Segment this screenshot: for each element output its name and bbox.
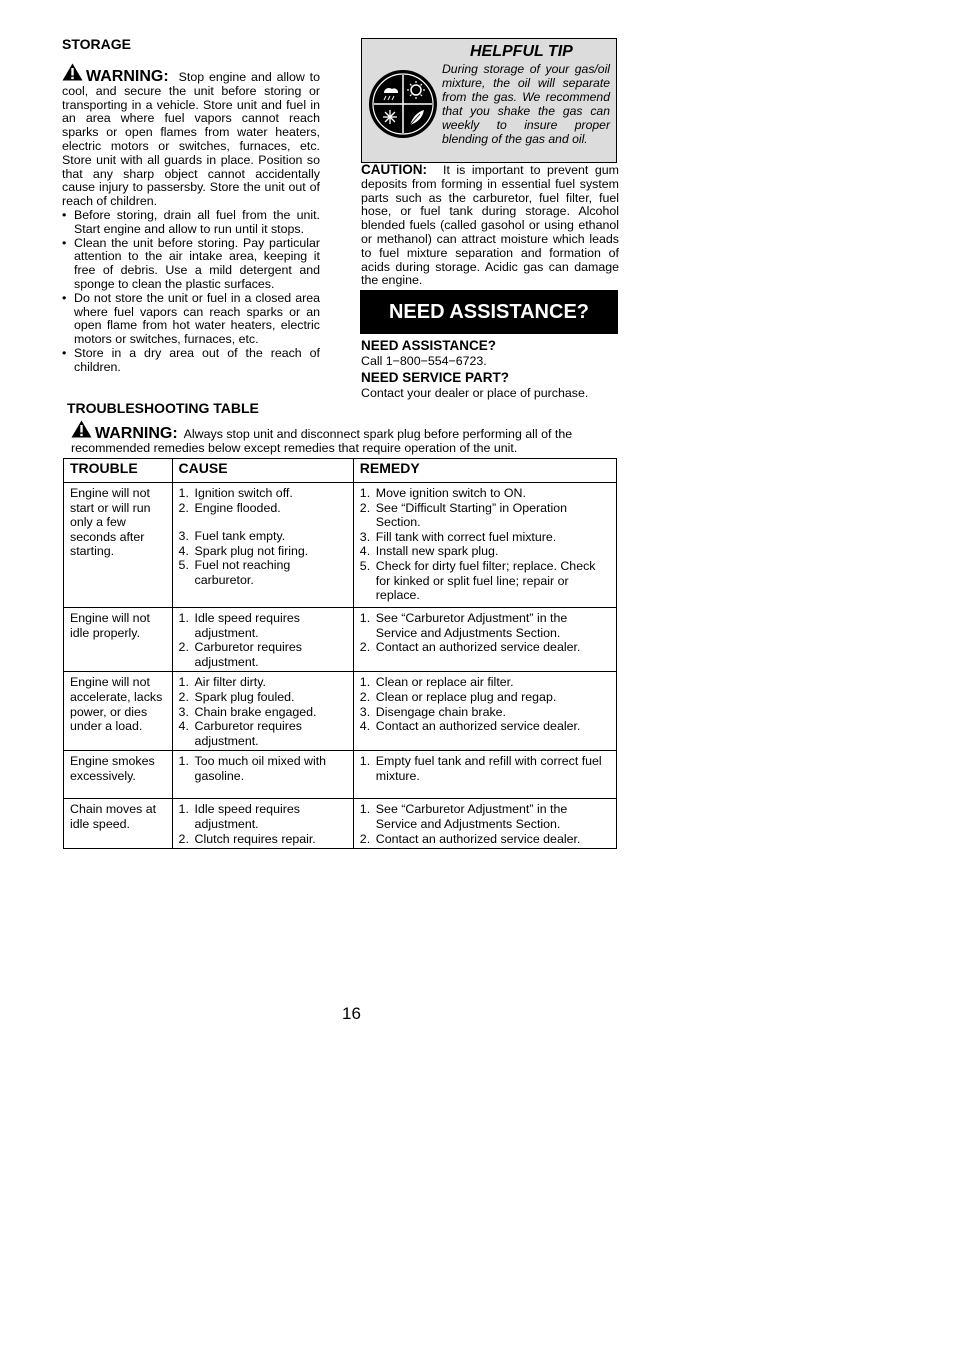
cause-item: Fuel tank empty. xyxy=(194,529,286,544)
remedy-cell xyxy=(353,608,616,672)
header-remedy: REMEDY xyxy=(353,459,616,483)
remedy-item: Empty fuel tank and refill with correct fuel mixture. xyxy=(375,754,602,783)
cause-item: Idle speed requires adjustment. xyxy=(194,802,300,831)
page-number: 16 xyxy=(342,1004,361,1023)
cause-item: Spark plug not firing. xyxy=(194,543,309,558)
remedy-item: Install new spark plug. xyxy=(375,544,499,559)
list-item: • Do not store the unit or fuel in a closed area where fuel vapors can reach sparks or an open flame from hot water heaters, electric motors or switches, furnaces, etc. xyxy=(62,292,320,347)
cause-item: Carburetor requires adjustment. xyxy=(194,640,302,669)
storage-warning-text: Stop engine and allow to cool, and secure the unit before storing or transporting in a vehicle. Store unit and fuel in an area where fuel vapors cannot reach sparks or open flames from water heaters, electric motors or switches, furnaces, etc. Store unit with all guards in place. Position so that any sharp object cannot accidentally cause injury to passersby. Store the unit out of reach of children. xyxy=(62,70,320,209)
trouble-cell: Engine will not accelerate, lacks power, or dies under a load. xyxy=(64,672,173,751)
header-trouble: TROUBLE xyxy=(64,459,173,483)
need-assistance-banner: NEED ASSISTANCE? xyxy=(360,290,618,334)
cause-item: Clutch requires repair. xyxy=(194,831,316,846)
cause-cell xyxy=(172,799,353,849)
table-row xyxy=(64,672,617,751)
table-row xyxy=(64,608,617,672)
caution-text: It is important to prevent gum deposits from forming in essential fuel system parts such as the carburetor, fuel filter, fuel hose, or fuel tank during storage. Alcohol blended fuels (called gasohol or using ethanol or methanol) can attract moisture which leads to fuel mixture separation and formation of acids during storage. Acidic gas can damage the engine. xyxy=(361,163,619,288)
need-service-part-heading: NEED SERVICE PART? xyxy=(361,370,510,385)
cause-item: Idle speed requires adjustment. xyxy=(194,611,300,640)
cause-cell xyxy=(172,608,353,672)
remedy-item: Fill tank with correct fuel mixture. xyxy=(375,529,557,544)
warning-triangle-icon xyxy=(71,420,92,441)
remedy-item: Contact an authorized service dealer. xyxy=(375,831,581,846)
remedy-cell xyxy=(353,672,616,751)
caution-label: CAUTION: xyxy=(361,162,427,177)
trouble-cell: Engine smokes excessively. xyxy=(64,751,173,799)
remedy-item: See “Difficult Starting” in Operation Section. xyxy=(375,500,568,530)
need-assistance-heading: NEED ASSISTANCE? xyxy=(361,338,497,353)
remedy-item: See “Carburetor Adjustment” in the Service and Adjustments Section. xyxy=(375,802,568,831)
helpful-tip-box xyxy=(361,38,617,163)
cause-cell xyxy=(172,483,353,608)
list-item: • Clean the unit before storing. Pay particular attention to the air intake area, keeping it free of debris. Use a mild detergent and sponge to clean the plastic surfaces. xyxy=(62,237,320,292)
cause-item: Fuel not reaching carburetor. xyxy=(194,558,291,587)
storage-title: STORAGE xyxy=(62,36,131,52)
remedy-item: Clean or replace plug and regap. xyxy=(375,689,557,704)
trouble-cell: Engine will not start or will run only a few seconds after starting. xyxy=(64,483,173,608)
cause-cell xyxy=(172,672,353,751)
table-row xyxy=(64,751,617,799)
cause-item: Ignition switch off. xyxy=(194,486,293,500)
troubleshooting-warning-label: WARNING: xyxy=(95,425,178,442)
remedy-item: Contact an authorized service dealer. xyxy=(375,640,581,655)
helpful-tip-text: During storage of your gas/oil mixture, the oil will separate from the gas. We recommend that you shake the gas can weekly to insure proper blending of the gas and oil. xyxy=(442,62,610,146)
troubleshooting-warning xyxy=(71,420,621,455)
list-item: • Store in a dry area out of the reach of children. xyxy=(62,347,320,375)
remedy-cell xyxy=(353,799,616,849)
caution-paragraph xyxy=(361,163,619,288)
cause-item: Spark plug fouled. xyxy=(194,689,295,704)
troubleshooting-table xyxy=(63,458,617,849)
weather-seasons-icon xyxy=(368,69,438,144)
trouble-cell: Engine will not idle properly. xyxy=(64,608,173,672)
troubleshooting-warning-text: Always stop unit and disconnect spark plug before performing all of the recommended remedies below except remedies that require operation of the unit. xyxy=(71,427,573,455)
cause-item: Air filter dirty. xyxy=(194,675,266,690)
assistance-info xyxy=(361,338,619,400)
warning-triangle-icon xyxy=(62,63,83,85)
troubleshooting-title: TROUBLESHOOTING TABLE xyxy=(67,400,259,416)
cause-item: Too much oil mixed with gasoline. xyxy=(194,754,327,783)
remedy-item: See “Carburetor Adjustment” in the Service and Adjustments Section. xyxy=(375,611,568,640)
assistance-phone: Call 1−800−554−6723. xyxy=(361,354,487,368)
header-cause: CAUSE xyxy=(172,459,353,483)
storage-section xyxy=(62,36,320,375)
storage-warning xyxy=(62,63,320,209)
cause-item: Engine flooded. xyxy=(194,500,281,515)
helpful-tip-title: HELPFUL TIP xyxy=(470,43,573,60)
remedy-cell xyxy=(353,751,616,799)
service-part-text: Contact your dealer or place of purchase. xyxy=(361,386,589,400)
table-row xyxy=(64,799,617,849)
remedy-item: Disengage chain brake. xyxy=(375,704,506,719)
remedy-item: Clean or replace air filter. xyxy=(375,675,514,690)
table-header-row xyxy=(64,459,617,483)
remedy-item: Check for dirty fuel filter; replace. Check for kinked or split fuel line; repair or replace. xyxy=(375,558,596,603)
list-item: • Before storing, drain all fuel from the unit. Start engine and allow to run until it stops. xyxy=(62,209,320,237)
cause-cell xyxy=(172,751,353,799)
remedy-item: Contact an authorized service dealer. xyxy=(375,719,581,734)
remedy-item: Move ignition switch to ON. xyxy=(375,486,526,500)
trouble-cell: Chain moves at idle speed. xyxy=(64,799,173,849)
storage-warning-label: WARNING: xyxy=(86,68,169,85)
cause-item: Chain brake engaged. xyxy=(194,704,317,719)
storage-bullet-list xyxy=(62,209,320,375)
cause-item: Carburetor requires adjustment. xyxy=(194,719,302,748)
remedy-cell xyxy=(353,483,616,608)
table-row xyxy=(64,483,617,608)
